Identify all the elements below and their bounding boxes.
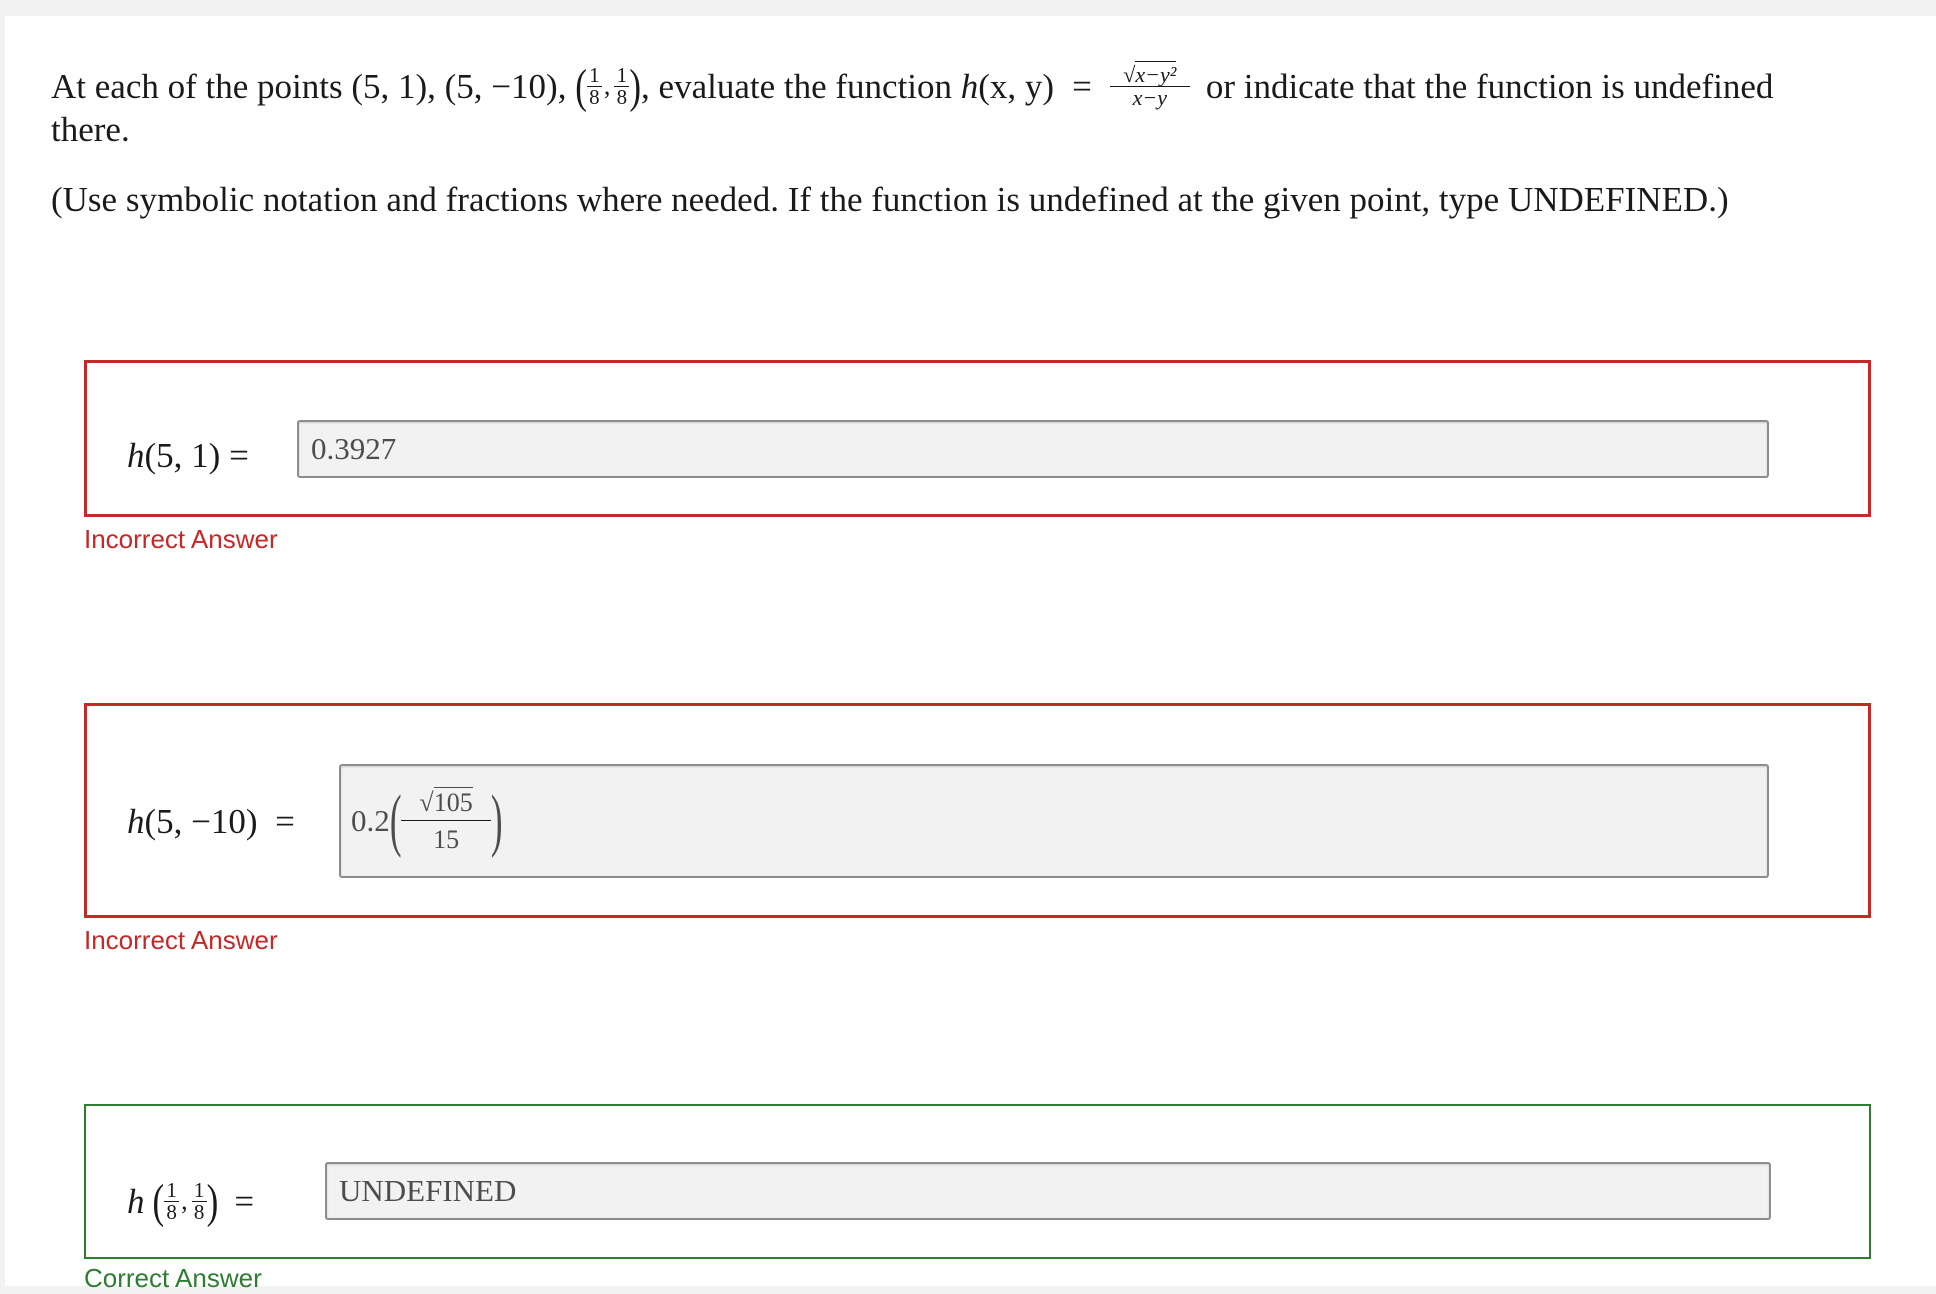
question-intro: At each of the points [51,66,343,106]
part-2-answer-input[interactable]: 0.2 ( $\frac{√105}{15}$ ) [339,764,1769,878]
function-name: h [960,66,979,106]
part-3-answer-input[interactable]: UNDEFINED [325,1162,1771,1220]
question-mid: , evaluate the function [641,66,953,106]
part-2-feedback: Incorrect Answer [84,925,278,955]
part-2-label: h(5, −10) = [127,802,295,841]
instructions: (Use symbolic notation and fractions where needed. If the function is undefined at the given point, type UNDEFINED.) [51,180,1729,219]
part-1-answer-input[interactable]: 0.3927 [297,420,1769,478]
part-1-label: h(5, 1) = [127,436,249,475]
part-3-feedback: Correct Answer [84,1263,262,1293]
point-3: ( $\frac{1}{8}$ , $\frac{1}{8}$ ) [575,59,642,113]
point-1: (5, 1), [351,66,436,106]
point-2: (5, −10), [444,66,567,106]
part-1-feedback: Incorrect Answer [84,524,278,554]
question-line-2: there. [51,110,130,149]
function-args: (x, y) [978,66,1055,106]
question-text [51,56,1773,116]
question-page [5,16,1936,1293]
question-tail: or indicate that the function is undefined [1205,66,1774,106]
part-3-label: h ( $\frac{1}{8}$ , $\frac{1}{8}$ ) = [127,1174,255,1228]
function-equals: = [1072,66,1092,106]
function-fraction: $\frac{\text{√x−y²}}{x-y}$ [1110,64,1190,109]
